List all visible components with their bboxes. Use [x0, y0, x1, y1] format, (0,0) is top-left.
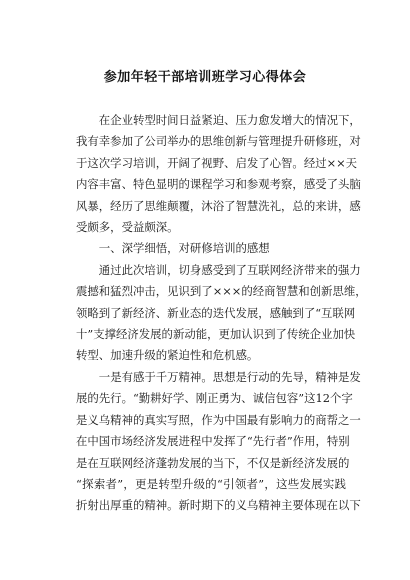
text-line: 震撼和猛烈冲击，见识到了×××的经商智慧和创新思维，: [76, 284, 367, 299]
text-line: “探索者”，更是转型升级的“引领者”，这些发展实践: [76, 476, 346, 491]
text-line: 是义乌精神的真实写照，作为中国最有影响力的商帮之一: [76, 412, 361, 427]
text-line: 我有幸参加了公司举办的思维创新与管理提升研修班，对: [76, 134, 361, 149]
paragraph-intro: [76, 110, 361, 238]
document-title: 参加年轻干部培训班学习心得体会: [103, 70, 307, 85]
paragraph-feelings: [76, 260, 367, 367]
text-line: 受颇多，受益颇深。: [76, 220, 179, 235]
text-line: 十”支撑经济发展的新动能，更加认识到了传统企业加快: [76, 327, 356, 342]
text-line: 于这次学习培训，开阔了视野、启发了心智。经过××天: [76, 155, 358, 170]
text-line: 展的先行。“勤耕好学、刚正勇为、诚信包容”这12个字: [76, 391, 353, 406]
text-line: 通过此次培训，切身感受到了互联网经济带来的强力: [98, 262, 361, 277]
text-line: 是在互联网经济蓬勃发展的当下，不仅是新经济发展的: [76, 455, 350, 470]
section-heading: [76, 238, 346, 259]
text-line: 在中国市场经济发展进程中发挥了“先行者”作用，特别: [76, 434, 350, 449]
text-line: 转型、加速升级的紧迫性和危机感。: [76, 348, 259, 363]
text-line: 领略到了新经济、新业态的迭代发展，感触到了“互联网: [76, 305, 356, 320]
text-line: 内容丰富、特色显明的课程学习和参观考察，感受了头脑: [76, 177, 361, 192]
text-line: 风暴，经历了思维颠覆，沐浴了智慧洗礼，总的来讲，感: [76, 198, 361, 213]
document-body: [76, 110, 367, 517]
paragraph-spirit: [76, 367, 361, 517]
text-line: 一、深学细悟，对研修培训的感想: [98, 241, 270, 256]
text-line: 一是有感于千万精神。思想是行动的先导，精神是发: [98, 369, 361, 384]
text-line: 折射出厚重的精神。新时期下的义乌精神主要体现在以下: [76, 498, 361, 513]
text-line: 在企业转型时间日益紧迫、压力愈发增大的情况下，: [98, 113, 361, 127]
